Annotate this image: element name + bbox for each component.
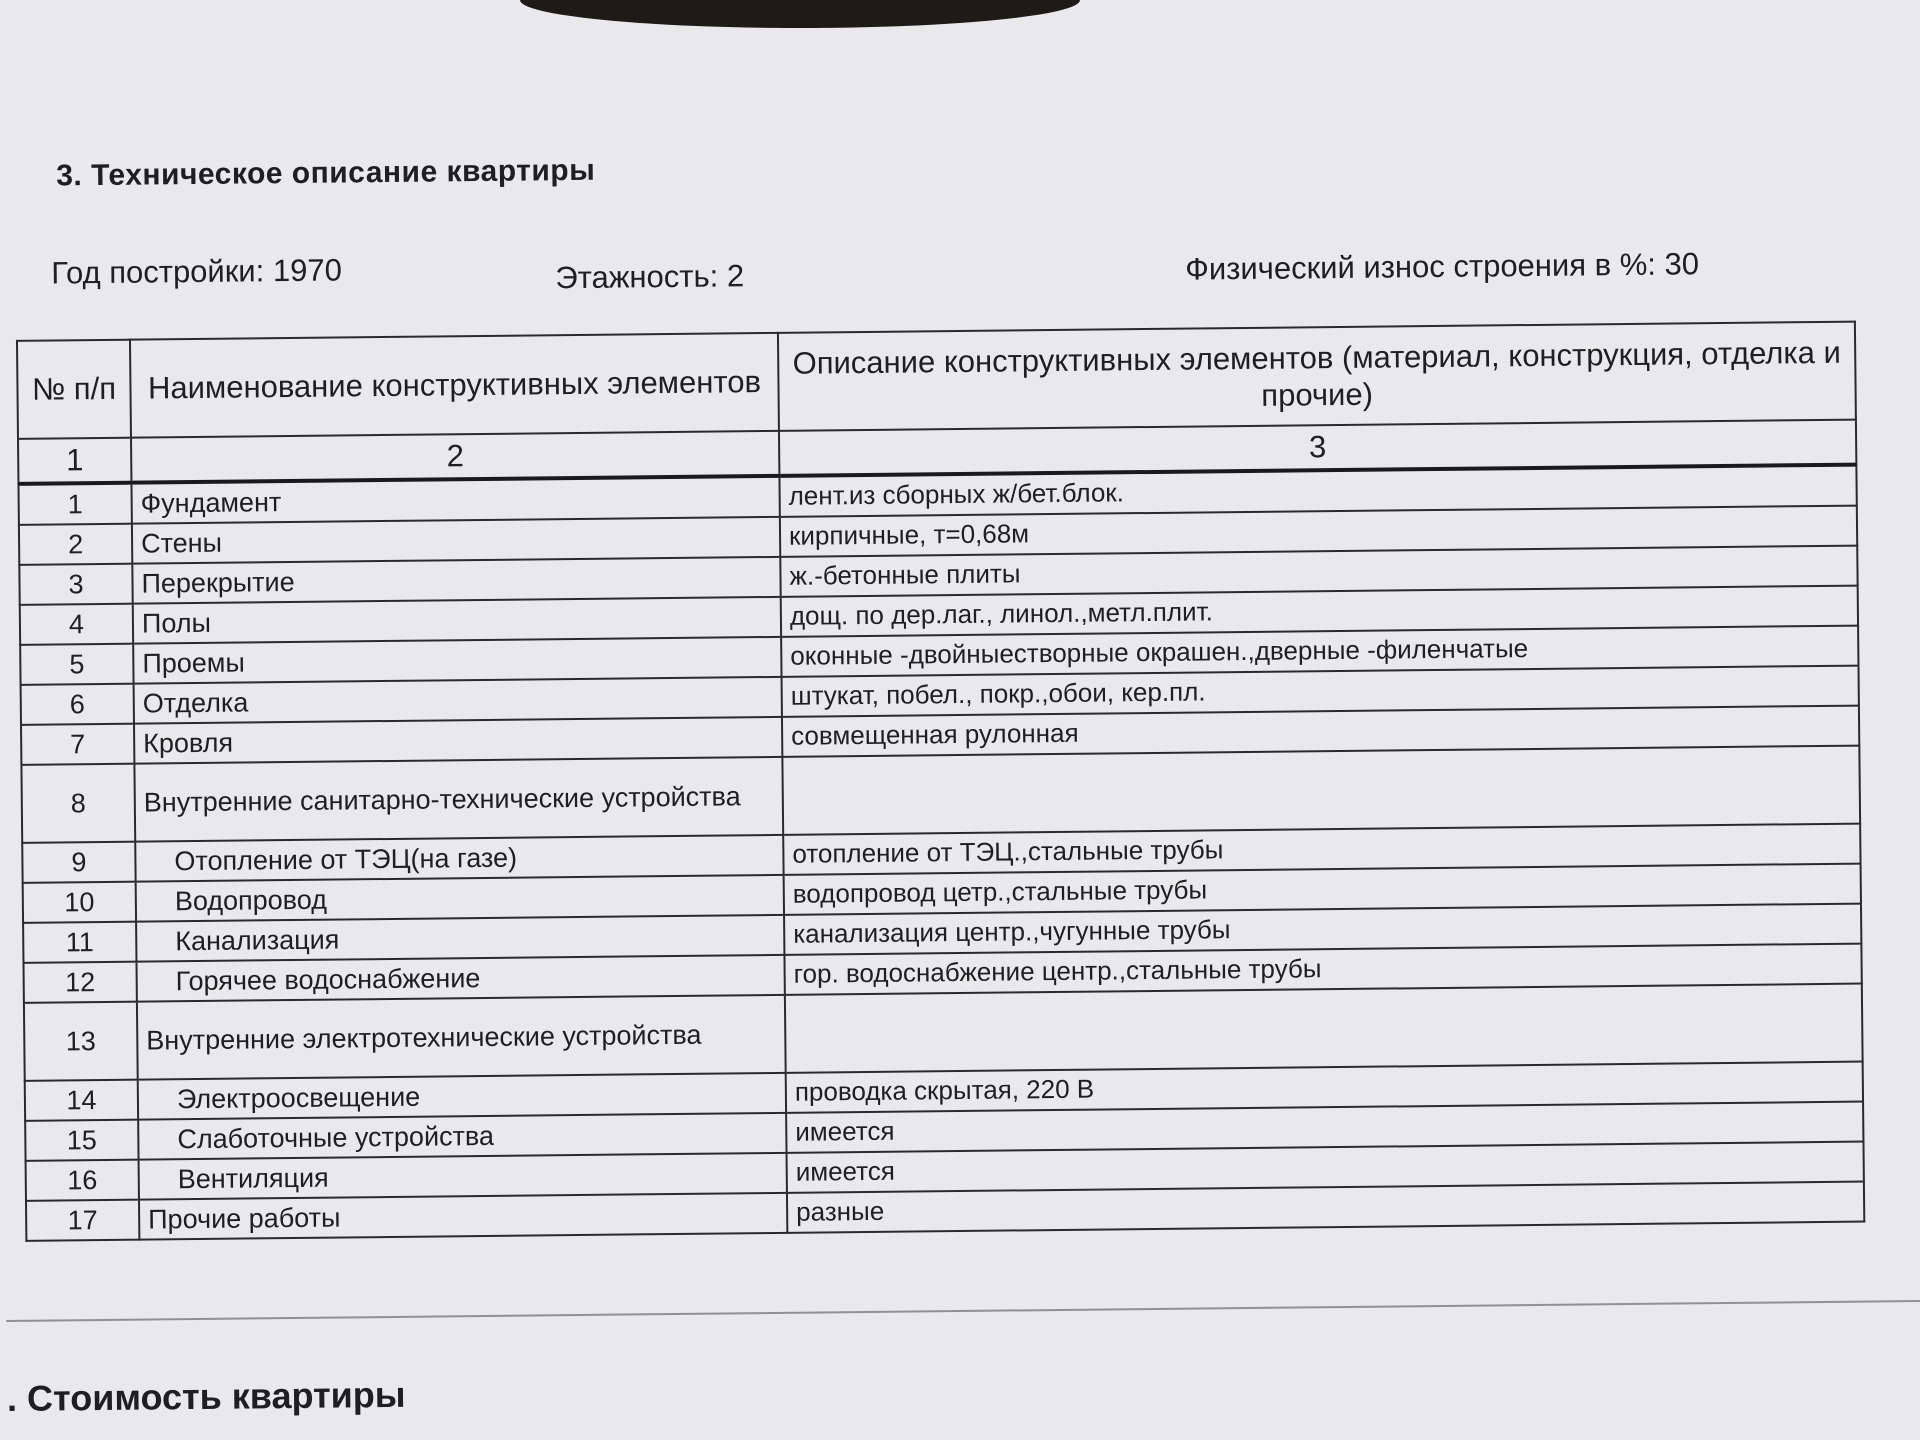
element-description: отопление от ТЭЦ.,стальные трубы [783,824,1860,875]
element-name: Слаботочные устройства [138,1113,786,1160]
row-number: 16 [26,1160,139,1201]
element-name: Отделка [134,677,782,724]
element-description: штукат, побел., покр.,обои, кер.пл. [782,666,1859,717]
year-built: Год постройки: 1970 [51,252,343,291]
element-name: Внутренние электротехнические устройства [137,995,786,1080]
row-number: 7 [21,724,134,765]
element-description: совмещенная рулонная [782,706,1859,757]
element-description [785,984,1863,1073]
row-number: 15 [25,1120,138,1161]
table-header-row [17,322,1856,439]
element-description: дощ. по дер.лаг., линол.,метл.плит. [781,586,1858,637]
row-number: 11 [23,922,136,963]
divider [6,1300,1920,1322]
element-description: оконные -двойныестворные окрашен.,дверные -филенчатые [781,626,1858,677]
column-number: 1 [18,438,131,484]
construction-elements-table [16,321,1865,1242]
element-name: Перекрытие [132,557,780,604]
element-description: ж.-бетонные плиты [780,546,1857,597]
row-number: 9 [22,842,135,883]
row-number: 3 [19,564,132,605]
header-number: № п/п [17,340,131,439]
row-number: 6 [21,684,134,725]
header-element-name: Наименование конструктивных элементов [130,333,779,438]
header-element-description: Описание конструктивных элементов (материал, конструкция, отделка и прочие) [778,322,1856,431]
element-description: проводка скрытая, 220 В [786,1062,1863,1113]
floors-count: Этажность: 2 [555,258,745,296]
row-number: 8 [21,764,135,843]
element-name: Вентиляция [139,1153,787,1200]
physical-wear: Физический износ строения в %: 30 [1185,246,1700,287]
element-name: Электроосвещение [138,1073,786,1120]
element-name: Стены [132,517,780,564]
element-name: Прочие работы [139,1193,787,1240]
element-description: канализация центр.,чугунные трубы [784,904,1861,955]
element-name: Кровля [134,717,782,764]
element-name: Внутренние санитарно-технические устройства [134,757,783,842]
section-title: 3. Техническое описание квартиры [56,153,596,193]
next-section-title: . Стоимость квартиры [6,1373,406,1420]
row-number: 10 [23,882,136,923]
element-description: гор. водоснабжение центр.,стальные трубы [784,944,1861,995]
element-description: лент.из сборных ж/бет.блок. [779,465,1856,517]
row-number: 4 [20,604,133,645]
element-name: Проемы [133,637,781,684]
element-description: разные [787,1182,1864,1233]
element-name: Водопровод [136,875,784,922]
row-number: 5 [20,644,133,685]
column-number: 2 [131,431,779,483]
element-description: имеется [786,1102,1863,1153]
element-description: имеется [787,1142,1864,1193]
element-description [782,746,1860,835]
column-number: 3 [779,420,1856,476]
row-number: 14 [25,1080,138,1121]
element-name: Канализация [136,915,784,962]
element-name: Фундамент [131,476,779,524]
row-number: 12 [23,962,136,1003]
element-name: Полы [133,597,781,644]
element-description: водопровод цетр.,стальные трубы [784,864,1861,915]
element-name: Горячее водоснабжение [136,955,784,1002]
row-number: 13 [24,1002,138,1081]
row-number: 17 [26,1200,139,1241]
element-description: кирпичные, т=0,68м [780,506,1857,557]
row-number: 1 [18,483,131,525]
element-name: Отопление от ТЭЦ(на газе) [135,835,783,882]
row-number: 2 [19,524,132,565]
